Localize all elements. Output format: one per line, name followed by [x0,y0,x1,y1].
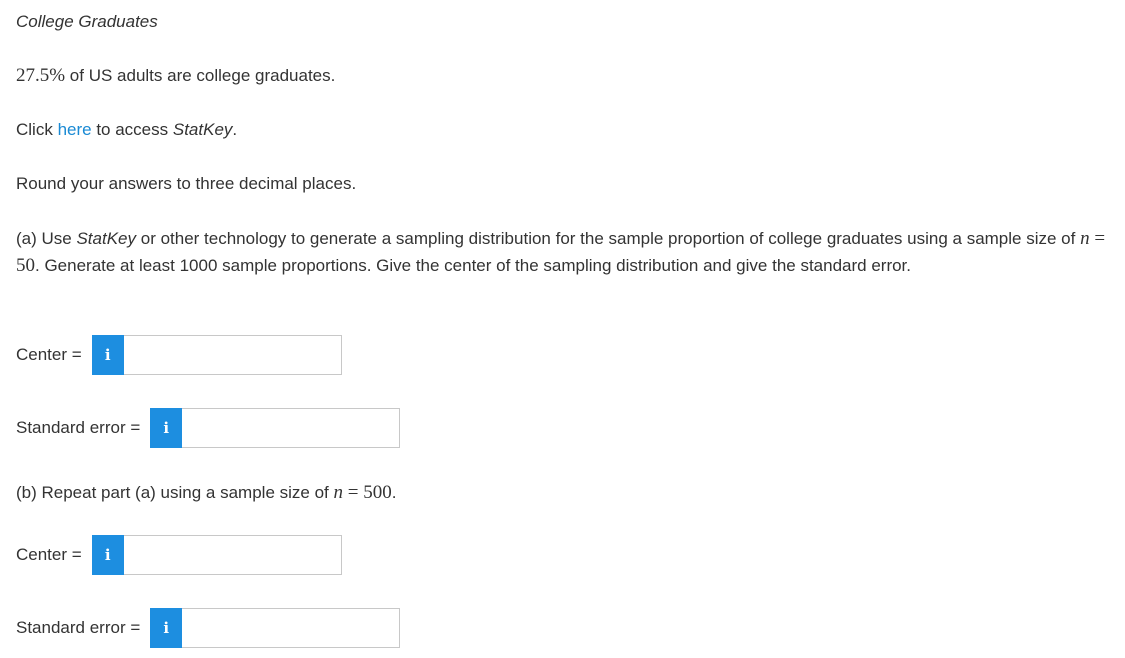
part-a-se-row [16,408,400,448]
part-b-suffix: . [391,483,397,502]
part-b-sample-size: n = 500 [333,482,392,503]
part-a-text2: . Generate at least 1000 sample proportions. Give the center of the sampling distribution and give the standard error. [35,256,912,275]
part-a-text1: or other technology to generate a sampling distribution for the sample proportion of college graduates using a sample size of [136,229,1081,248]
part-a-se-label: Standard error = [16,418,141,437]
percent-value: 27.5% [16,65,66,86]
part-b-prefix: (b) Repeat part (a) using a sample size of [16,483,334,502]
part-b-center-row [16,535,342,575]
part-b-se-input[interactable] [182,608,400,648]
part-b-question [16,482,396,504]
part-a-se-input[interactable] [182,408,400,448]
access-middle: to access [91,120,173,139]
intro-statement [16,65,335,87]
statkey-name: StatKey [172,120,233,139]
info-icon[interactable]: i [92,535,124,575]
statkey-access-line [16,119,237,141]
access-suffix: . [232,120,238,139]
statkey-link[interactable]: here [57,120,92,139]
part-b-se-label: Standard error = [16,618,141,637]
access-prefix: Click [16,120,58,139]
rounding-instruction: Round your answers to three decimal places. [16,174,357,193]
part-a-sample-size: n = 50 [16,228,1106,276]
part-a-question [16,225,1111,279]
part-a-center-label: Center = [16,345,82,364]
part-b-se-row [16,608,400,648]
part-a-center-input[interactable] [124,335,342,375]
part-a-center-row [16,335,342,375]
problem-title: College Graduates [16,12,158,31]
part-b-center-input[interactable] [124,535,342,575]
intro-text: of US adults are college graduates. [65,66,336,85]
part-a-statkey-name: StatKey [76,229,137,248]
part-a-prefix: (a) Use [16,229,77,248]
info-icon[interactable]: i [92,335,124,375]
part-b-center-label: Center = [16,545,82,564]
info-icon[interactable]: i [150,608,182,648]
info-icon[interactable]: i [150,408,182,448]
